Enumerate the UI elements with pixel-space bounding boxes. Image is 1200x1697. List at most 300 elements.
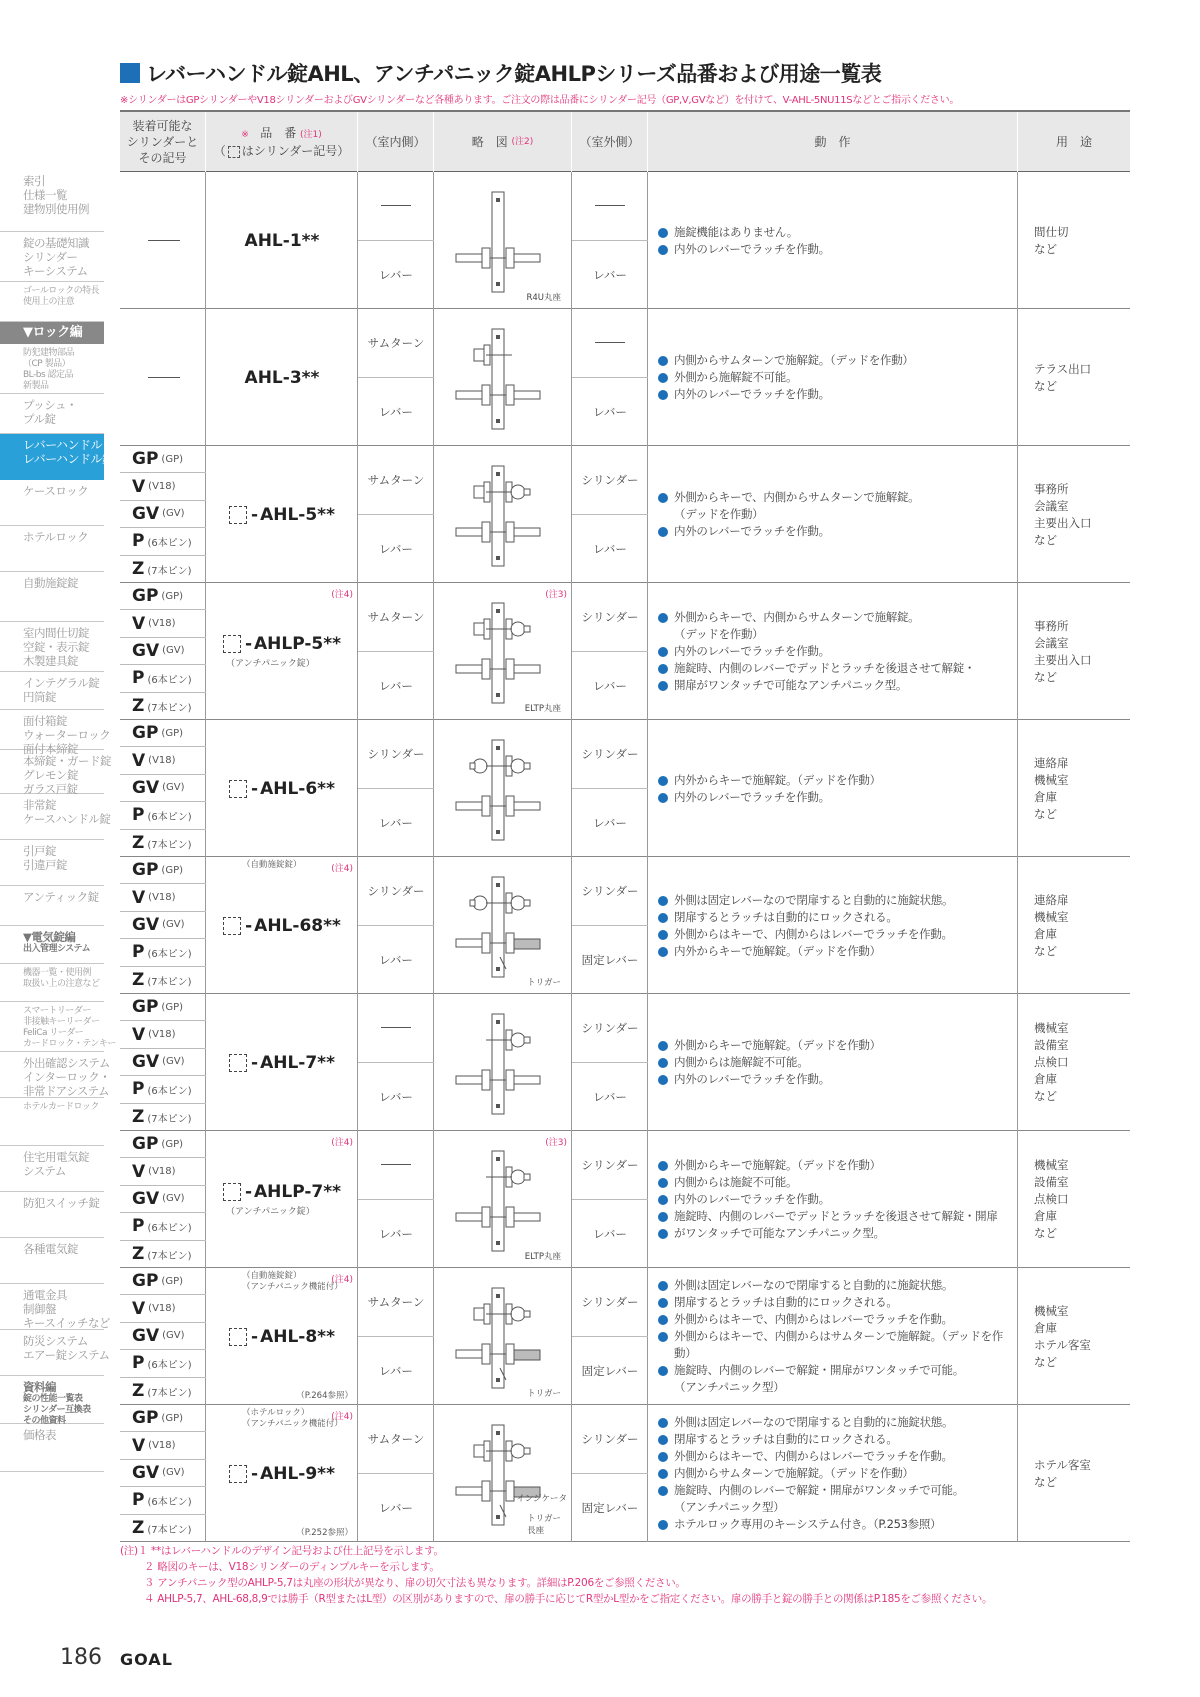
nav-item[interactable] [0,344,104,394]
action-item: 施錠時、内側のレバーでデッドとラッチを後退させて解錠・ [658,660,1011,677]
cylinder-code: Z [132,696,145,717]
cylinder-cell [120,857,206,994]
cylinder-code: GV [132,1462,160,1483]
use-item: など [1034,806,1057,821]
model-wrap [206,857,358,994]
inside-cell-bottom: レバー [379,404,413,419]
inside-cell-bottom: レバー [379,541,413,556]
cylinder-cell [120,1131,206,1268]
screw-shape [496,1241,500,1245]
cylinder-sub: (V18) [148,481,176,493]
nav-item[interactable] [0,282,104,322]
cylinder-sub: (V18) [148,618,176,630]
action-item: 外側からキーで施解錠。（デッドを作動） [658,1037,1011,1054]
cylinder-option [120,747,206,774]
rose-out-shape [506,522,514,542]
cylinder-code: GV [132,1051,160,1072]
outside-cell-top: シリンダー [572,1131,648,1200]
use-list [1034,446,1092,583]
cylinder-sub: (6本ピン) [147,1085,192,1097]
inside-cell-top: サムターン [358,583,434,652]
lever-out-shape [514,528,540,536]
cylinder-cell [120,1268,206,1405]
cylinder-sub: (GP) [161,590,184,602]
screw-shape [496,830,500,834]
cylinder-option [120,1378,206,1405]
nav-item[interactable] [0,1238,104,1284]
model-line [229,1464,335,1484]
spec-table [120,110,1130,1542]
model-code: AHL-3** [244,367,320,388]
nav-item-label: BL-bs 認定品 [23,370,74,380]
nav-item-label: 機器一覧・使用例 [23,968,92,978]
nav-item-label: レバーハンドル [23,438,103,452]
nav-item[interactable] [0,394,104,434]
model-tag: （ホテルロック） （アンチパニック機能付） [242,1408,343,1429]
outside-cell [572,446,648,583]
use-list [1034,1131,1069,1268]
rose-out-shape [506,1344,514,1364]
cylinder-code: Z [132,1381,145,1402]
inside-cell-top: サムターン [358,446,434,515]
header-model-sub-open: （ [213,144,226,158]
use-item: 倉庫 [1034,926,1057,941]
cylinder-option [120,1186,206,1213]
rose-out-shape [506,385,514,405]
faceplate-shape [492,1151,504,1251]
fixed-lever-shape [514,1350,540,1360]
figure-cell [434,583,572,720]
action-list [658,994,1011,1131]
use-item: 連絡扉 [1034,755,1069,770]
use-cell [1018,446,1130,583]
model-cell [206,1268,358,1405]
cylinder-option [120,1295,206,1322]
lever-out-shape [514,802,540,810]
rose-in-shape [482,385,490,405]
nav-item-label: 防犯建物部品 [23,348,75,358]
lever-out-shape [514,254,540,262]
lock-diagram [434,446,572,583]
action-item: 内外のレバーでラッチを作動。 [658,789,1011,806]
action-list [658,1268,1011,1405]
cylinder-sub: (GP) [161,1001,184,1013]
key-shape [524,489,530,495]
outside-cell-bottom: レバー [593,1226,627,1241]
cylinder-option [120,583,206,610]
model-note: (注4) [331,1275,353,1285]
use-item: など [1034,1354,1057,1369]
figure-cell [434,857,572,994]
model-dash: - [245,915,253,936]
cylinder-code: V [132,1161,146,1182]
nav-item-label: プル錠 [23,412,56,426]
nav-item[interactable] [0,434,114,480]
use-item: など [1034,532,1057,547]
nav-item[interactable] [0,1192,104,1238]
nav-item[interactable] [0,572,104,622]
cylinder-code: V [132,613,146,634]
cylinder-code: P [132,1353,145,1374]
rose-out-shape [506,248,514,268]
cylinder-sub: (6本ピン) [147,1222,192,1234]
header-action: 動 作 [648,112,1018,172]
cylinder-sub: (7本ピン) [147,839,192,851]
model-line [223,916,341,936]
outside-cell-bottom: レバー [593,267,627,282]
action-item: 外側からはキーで、内側からはレバーでラッチを作動。 [658,1448,1011,1465]
cylinder-code: P [132,805,145,826]
model-wrap [206,1268,358,1405]
cylinder-placeholder-icon [229,1328,247,1346]
outside-cell-bottom: 固定レバー [581,952,639,967]
nav-item[interactable] [0,1002,116,1052]
faceplate-shape [492,603,504,703]
cylinder-sub: (V18) [148,1166,176,1178]
model-code: AHL-9** [260,1463,335,1484]
faceplate-shape [492,740,504,840]
cylinder-sub: (GP) [161,864,184,876]
key-shape [470,763,475,769]
nav-item[interactable] [0,322,104,344]
screw-shape [496,419,500,423]
lever-in-shape [456,391,482,399]
nav-item-label: インテグラル錠 [23,676,100,690]
cylinder-code: V [132,1024,146,1045]
action-item: 外側からキーで、内側からサムターンで施解錠。 [658,609,1011,626]
cylinder-cell [120,446,206,583]
cylinder-placeholder-icon [223,917,241,935]
nav-item[interactable] [0,964,104,1002]
use-item: 主要出入口 [1034,652,1092,667]
header-model [206,112,358,172]
model-wrap [206,1405,358,1542]
cylinder-out-shape [511,622,525,636]
model-dash: - [251,1463,259,1484]
nav-item[interactable] [0,1330,110,1376]
inside-cell-top [358,172,434,241]
use-item: 機械室 [1034,909,1069,924]
nav-item[interactable] [0,1376,104,1424]
table-row [120,1268,1130,1405]
cylinder-code: GP [132,723,159,744]
model-cell [206,446,358,583]
cylinder-option [120,802,206,829]
nav-item[interactable] [0,526,104,572]
cylinder-option [120,830,206,857]
nav-item[interactable] [0,1052,111,1098]
table-row [120,720,1130,857]
cylinder-sub: (GV) [162,1467,185,1479]
cylinder-code: V [132,1435,146,1456]
cylinder-code: GV [132,1188,160,1209]
model-code: AHL-8** [260,1326,335,1347]
nav-item[interactable] [0,232,104,282]
header-cylinder-line: シリンダーと [126,135,199,149]
nav-item-label: 非常錠 [23,798,56,812]
nav-item[interactable] [0,886,104,926]
use-item: 機械室 [1034,1303,1069,1318]
lever-in-shape [456,939,482,947]
header-outside: （室外側） [572,112,648,172]
cylinder-sub: (V18) [148,1440,176,1452]
cylinder-code: P [132,1216,145,1237]
cylinder-code: Z [132,970,145,991]
nav-item[interactable] [0,1284,110,1330]
use-item: など [1034,1474,1057,1489]
nav-item-label: キーシステム [23,264,88,278]
screw-shape [496,282,500,286]
use-item: など [1034,241,1057,256]
cylinder-code: GP [132,449,159,470]
nav-item-label: 錠の基礎知識 [23,236,89,250]
inside-cell [358,1131,434,1268]
cylinder-option [120,473,206,500]
page-reference: （P.264参照） [296,1391,353,1401]
action-cell [648,172,1018,309]
nav-item[interactable] [0,672,104,710]
inside-cell-bottom: レバー [379,267,413,282]
nav-item-label: システム [23,1164,66,1178]
action-item: （デッドを作動） [674,507,764,521]
rose-out-shape [506,933,514,953]
cylinder-code: Z [132,1518,145,1539]
cylinder-out-shape [511,1307,525,1321]
model-wrap [206,309,358,446]
figure-cell [434,1268,572,1405]
nav-item-label: 出入管理システム [23,944,91,954]
key-shape [524,763,530,769]
cylinder-option [120,994,206,1021]
outside-cell [572,1268,648,1405]
cylinder-option [120,1076,206,1103]
header-model-sub-close: はシリンダー記号） [241,144,350,158]
use-list [1034,720,1069,857]
inside-cell-bottom: レバー [379,1500,413,1515]
outside-cell-top: シリンダー [572,994,648,1063]
screw-shape [496,1157,500,1161]
nav-item[interactable] [0,794,111,840]
nav-item-label: ▼ロック編 [23,325,83,340]
cylinder-sub: (GP) [161,453,184,465]
footnote: ３ アンチパニック型のAHLP-5,7は丸座の形状が異なり、扉の切欠寸法も異なります。詳細はP.206をご参照ください。 [144,1577,686,1589]
nav-item[interactable] [0,1146,104,1192]
screw-shape [496,198,500,202]
outside-cell [572,720,648,857]
rose-in-shape [482,1481,490,1501]
cylinder-code: GV [132,1325,160,1346]
use-list [1034,172,1069,309]
nav-item[interactable] [0,710,111,756]
cylinder-code: V [132,1298,146,1319]
nav-item-label: ホテルロック [23,530,89,544]
nav-item[interactable] [0,840,104,886]
action-item: 内外のレバーでラッチを作動。 [658,1071,1011,1088]
nav-item-label: 制御盤 [23,1302,56,1316]
cylinder-sub: (GP) [161,1412,184,1424]
nav-item-label: 仕様一覧 [23,188,67,202]
cylinder-sub: (6本ピン) [147,948,192,960]
figure-cell [434,172,572,309]
rose-in-shape [482,659,490,679]
cylinder-sub: (7本ピン) [147,702,192,714]
nav-item-label: プッシュ・ [23,398,77,412]
nav-item-label: 空錠・表示錠 [23,640,89,654]
cylinder-code: Z [132,1107,145,1128]
key-shape [524,1448,530,1454]
use-item: 事務所 [1034,481,1069,496]
use-item: 機械室 [1034,1158,1069,1172]
cylinder-out-shape [511,1170,525,1184]
lock-diagram [434,309,572,446]
use-item: 点検口 [1034,1192,1069,1206]
nav-item-label: 引違戸錠 [23,858,67,872]
inside-cell-bottom: レバー [379,952,413,967]
outside-cell-bottom: レバー [593,678,627,693]
model-wrap [206,994,358,1131]
cylinder-cell [120,583,206,720]
model-wrap [206,720,358,857]
inside-cell [358,1405,434,1542]
action-item: （アンチパニック型） [674,1380,785,1394]
nav-item-label: ガラス戸錠 [23,782,78,796]
figure-cell [434,994,572,1131]
action-cell [648,1405,1018,1542]
model-wrap [206,172,358,309]
rose-in-shape [482,933,490,953]
use-item: 倉庫 [1034,1209,1057,1223]
key-shape [524,900,530,906]
cylinder-sub: (GP) [161,1138,184,1150]
rose-in-shape [482,796,490,816]
page-reference: （P.252参照） [296,1528,353,1538]
table-row [120,446,1130,583]
none-dash [381,205,411,206]
model-wrap [206,583,358,720]
header-figure-note: (注2) [511,137,534,147]
cylinder-option [120,1350,206,1377]
table-row [120,1405,1130,1542]
inside-cell-bottom: レバー [379,1363,413,1378]
use-item: 機械室 [1034,772,1069,787]
screw-shape [496,472,500,476]
nav-item-label: 面付箱錠 [23,714,67,728]
figure-label: トリガー [527,978,561,988]
model-tag: （自動施錠錠） [242,860,302,870]
action-item: 内外のレバーでラッチを作動。 [658,643,1011,660]
title-block [120,58,1130,106]
screw-shape [496,967,500,971]
inside-cell [358,994,434,1131]
cylinder-sub: (6本ピン) [147,1359,192,1371]
inside-cell [358,720,434,857]
action-item: 施錠時、内側のレバーで解錠・開扉がワンタッチで可能。 [658,1362,1011,1379]
cylinder-option [120,1405,206,1432]
nav-item[interactable] [0,926,104,964]
nav-item-label: 通電金具 [23,1288,67,1302]
cylinder-out-shape [511,485,525,499]
table-row [120,172,1130,309]
none-dash [595,342,625,343]
use-cell [1018,309,1130,446]
cylinder-cell [120,720,206,857]
cylinder-placeholder-icon [229,1465,247,1483]
action-item: 外側は固定レバーなので閉扉すると自動的に施錠状態。 [658,1414,1011,1431]
cylinder-code: GP [132,860,159,881]
cylinder-sub: (GV) [162,1330,185,1342]
nav-item[interactable] [0,750,111,796]
action-item: 外側からはキーで、内側からはサムターンで施解錠。（デッドを作動） [658,1328,1011,1362]
nav-item[interactable] [0,622,104,672]
cylinder-code: Z [132,833,145,854]
cylinder-sub: (GV) [162,508,185,520]
nav-item[interactable] [0,1424,104,1472]
outside-cell [572,583,648,720]
cylinder-sub: (7本ピン) [147,1113,192,1125]
nav-item-label: アンティック錠 [23,890,99,904]
brand-logo: GOAL [120,1650,173,1669]
cylinder-sub: (7本ピン) [147,976,192,988]
cylinder-placeholder-icon [223,635,241,653]
title-row [120,58,1130,88]
model-cell [206,857,358,994]
lock-diagram [434,172,572,309]
action-cell [648,1131,1018,1268]
model-line [229,779,335,799]
outside-cell-bottom: 固定レバー [581,1500,639,1515]
cylinder-code: GV [132,503,160,524]
cylinder-code: GP [132,1271,159,1292]
no-cylinder-dash [148,377,180,378]
footnote: (注)１ **はレバーハンドルのデザイン記号および仕上記号を示します。 [120,1545,444,1557]
action-item: 内外からキーで施解錠。（デッドを作動） [658,772,1011,789]
nav-item[interactable] [0,170,104,232]
nav-item-label: 非常ドアシステム [23,1084,110,1098]
action-item: 内外のレバーでラッチを作動。 [658,1191,1011,1208]
outside-cell-top: シリンダー [572,720,648,789]
lever-in-shape [456,1076,482,1084]
figure-cell [434,309,572,446]
nav-item-label: 非接触キーリーダー [23,1017,100,1027]
outside-cell-bottom: 固定レバー [581,1363,639,1378]
lock-diagram [434,1131,572,1268]
key-shape [524,626,530,632]
model-sub: （アンチパニック錠） [226,1207,315,1217]
cylinder-code: P [132,668,145,689]
cylinder-out-shape [511,759,525,773]
cylinder-option [120,1323,206,1350]
nav-item[interactable] [0,480,104,526]
model-line [229,505,335,525]
inside-cell [358,1268,434,1405]
action-item: 施錠時、内側のレバーで解錠・開扉がワンタッチで可能。 [658,1482,1011,1499]
key-shape [524,1037,530,1043]
screw-shape [496,335,500,339]
cylinder-sub: (6本ピン) [147,1496,192,1508]
model-line [223,634,341,654]
nav-item[interactable] [0,1098,104,1146]
screw-shape [496,556,500,560]
model-code: AHL-68** [254,915,341,936]
lever-out-shape [514,391,540,399]
action-item: （アンチパニック型） [674,1500,785,1514]
model-line [223,1182,341,1202]
lock-diagram [434,1268,572,1405]
action-item: 内側からサムターンで施解錠。（デッドを作動） [658,1465,1011,1482]
model-line [245,368,320,388]
cylinder-option [120,528,206,555]
use-item: テラス出口 [1034,361,1092,376]
